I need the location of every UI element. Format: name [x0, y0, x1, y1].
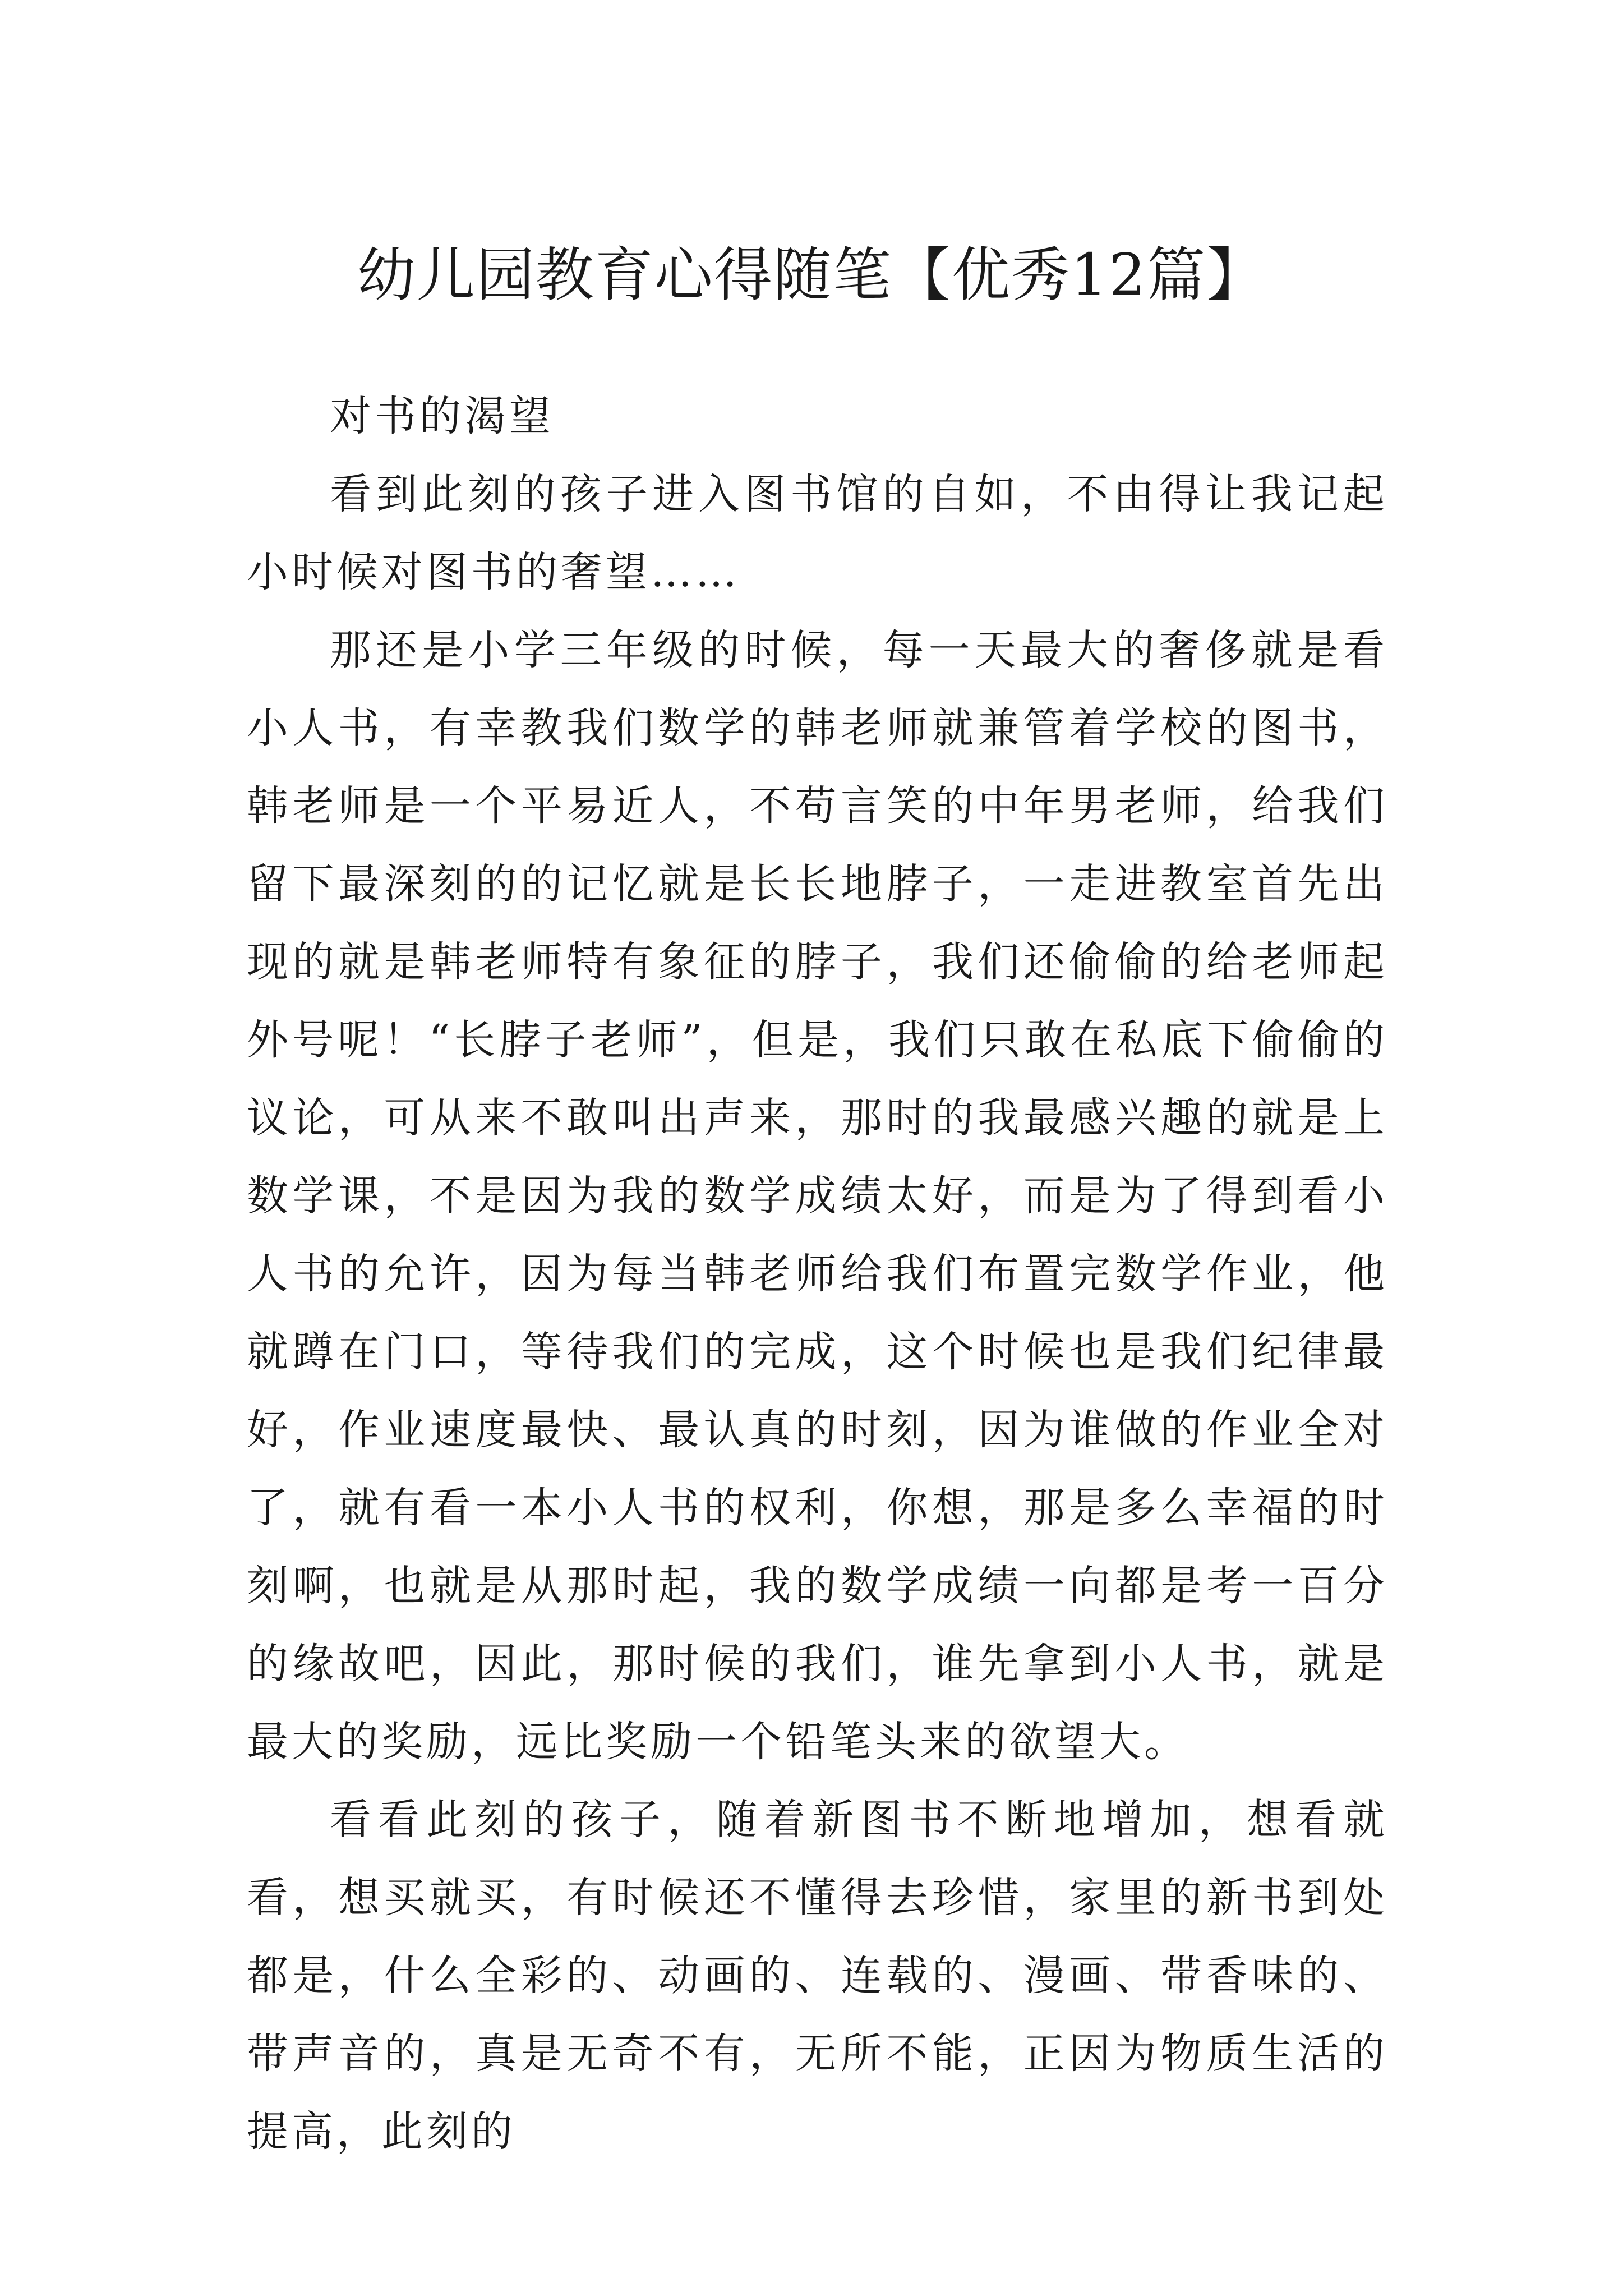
paragraph-subtitle: 对书的渴望 — [330, 392, 554, 440]
paragraph: 看看此刻的孩子，随着新图书不断地增加，想看就看，想买就买，有时候还不懂得去珍惜，家里的新书到处都是，什么全彩的、动画的、连载的、漫画、带香味的、带声音的，真是无奇不有，无所不能，正因为物质生活的提高，此刻的 — [247, 1796, 1388, 2156]
document-body — [247, 378, 1388, 2171]
paragraph: 那还是小学三年级的时候，每一天最大的奢侈就是看小人书，有幸教我们数学的韩老师就兼管着学校的图书，韩老师是一个平易近人，不苟言笑的中年男老师，给我们留下最深刻的的记忆就是长长地脖子，一走进教室首先出现的就是韩老师特有象征的脖子，我们还偷偷的给老师起外号呢！“长脖子老师”，但是，我们只敢在私底下偷偷的议论，可从来不敢叫出声来，那时的我最感兴趣的就是上数学课，不是因为我的数学成绩太好，而是为了得到看小人书的允许，因为每当韩老师给我们布置完数学作业，他就蹲在门口，等待我们的完成，这个时候也是我们纪律最好，作业速度最快、最认真的时刻，因为谁做的作业全对了，就有看一本小人书的权利，你想，那是多么幸福的时刻啊，也就是从那时起，我的数学成绩一向都是考一百分的缘故吧，因此，那时候的我们，谁先拿到小人书，就是最大的奖励，远比奖励一个铅笔头来的欲望大。 — [247, 626, 1388, 1766]
paragraph: 看到此刻的孩子进入图书馆的自如，不由得让我记起小时候对图书的奢望…… — [247, 470, 1388, 596]
document-title: 幼儿园教育心得随笔【优秀12篇】 — [357, 240, 1266, 309]
